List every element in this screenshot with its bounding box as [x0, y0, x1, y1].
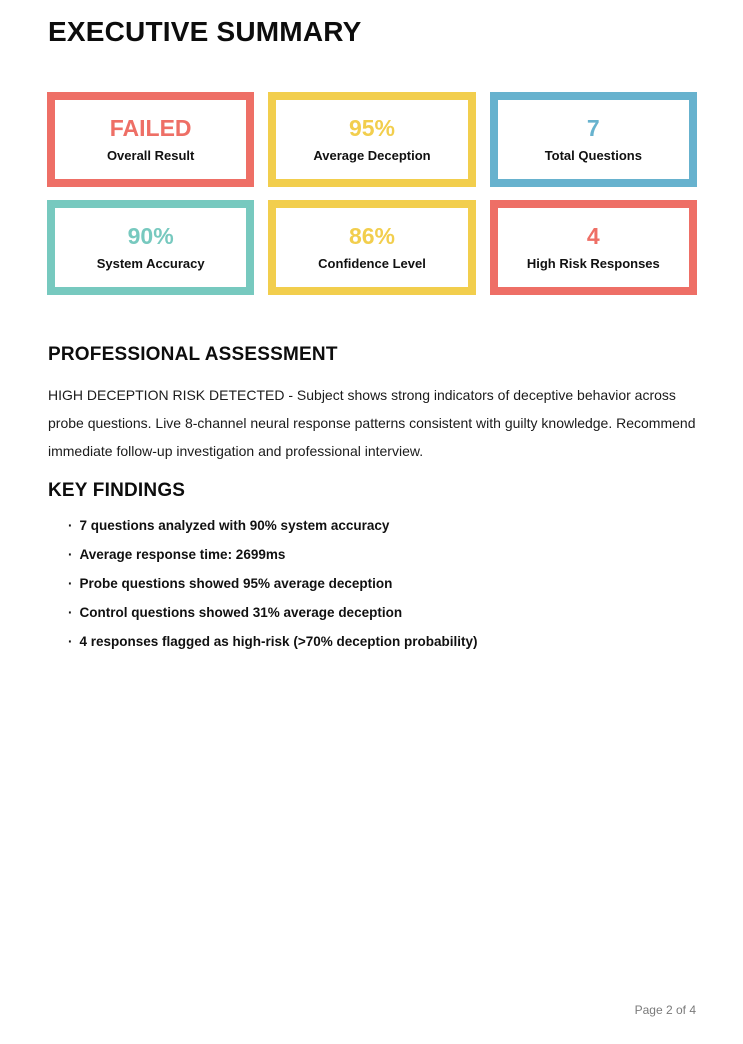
- metric-card-total-questions: [490, 92, 697, 187]
- page-title: EXECUTIVE SUMMARY: [48, 16, 362, 47]
- assessment-heading: PROFESSIONAL ASSESSMENT: [48, 344, 338, 365]
- finding-text: Control questions showed 31% average deception: [79, 605, 403, 620]
- finding-text: 4 responses flagged as high-risk (>70% deception probability): [79, 634, 478, 649]
- metric-label: Overall Result: [106, 148, 195, 163]
- finding-item: [68, 519, 477, 533]
- finding-text: 7 questions analyzed with 90% system accuracy: [79, 518, 390, 533]
- metric-value: 95%: [348, 115, 396, 141]
- bullet-icon: ·: [68, 634, 73, 649]
- metric-label: Total Questions: [544, 148, 642, 163]
- metric-label: Confidence Level: [318, 256, 426, 271]
- metric-label: High Risk Responses: [526, 256, 660, 271]
- metric-card-confidence-level: [268, 200, 475, 295]
- metric-label: Average Deception: [313, 148, 431, 163]
- bullet-icon: ·: [68, 518, 73, 533]
- finding-item: [68, 606, 477, 620]
- bullet-icon: ·: [68, 547, 73, 562]
- assessment-body: HIGH DECEPTION RISK DETECTED - Subject shows strong indicators of deceptive behavior across probe questions. Live 8-channel neural response patterns consistent with guilty knowledge. Recommend immediate follow-up investigation and professional interview.: [48, 387, 696, 459]
- metric-value: 7: [586, 115, 600, 141]
- metrics-grid: [47, 92, 697, 295]
- findings-heading: KEY FINDINGS: [48, 480, 186, 501]
- page-number: Page 2 of 4: [634, 1003, 696, 1017]
- findings-list: [68, 519, 477, 664]
- finding-text: Probe questions showed 95% average deception: [79, 576, 393, 591]
- finding-item: [68, 548, 477, 562]
- metric-card-average-deception: [268, 92, 475, 187]
- metric-value: 90%: [127, 223, 174, 249]
- metric-label: System Accuracy: [96, 256, 205, 271]
- metric-card-system-accuracy: [47, 200, 254, 295]
- bullet-icon: ·: [68, 576, 73, 591]
- bullet-icon: ·: [68, 605, 73, 620]
- metric-value: 4: [586, 223, 600, 249]
- metric-card-high-risk-responses: [490, 200, 697, 295]
- finding-item: [68, 577, 477, 591]
- finding-text: Average response time: 2699ms: [79, 547, 286, 562]
- finding-item: [68, 635, 477, 649]
- metric-value: 86%: [348, 223, 396, 249]
- metric-card-overall-result: [47, 92, 254, 187]
- metric-value: FAILED: [109, 115, 192, 141]
